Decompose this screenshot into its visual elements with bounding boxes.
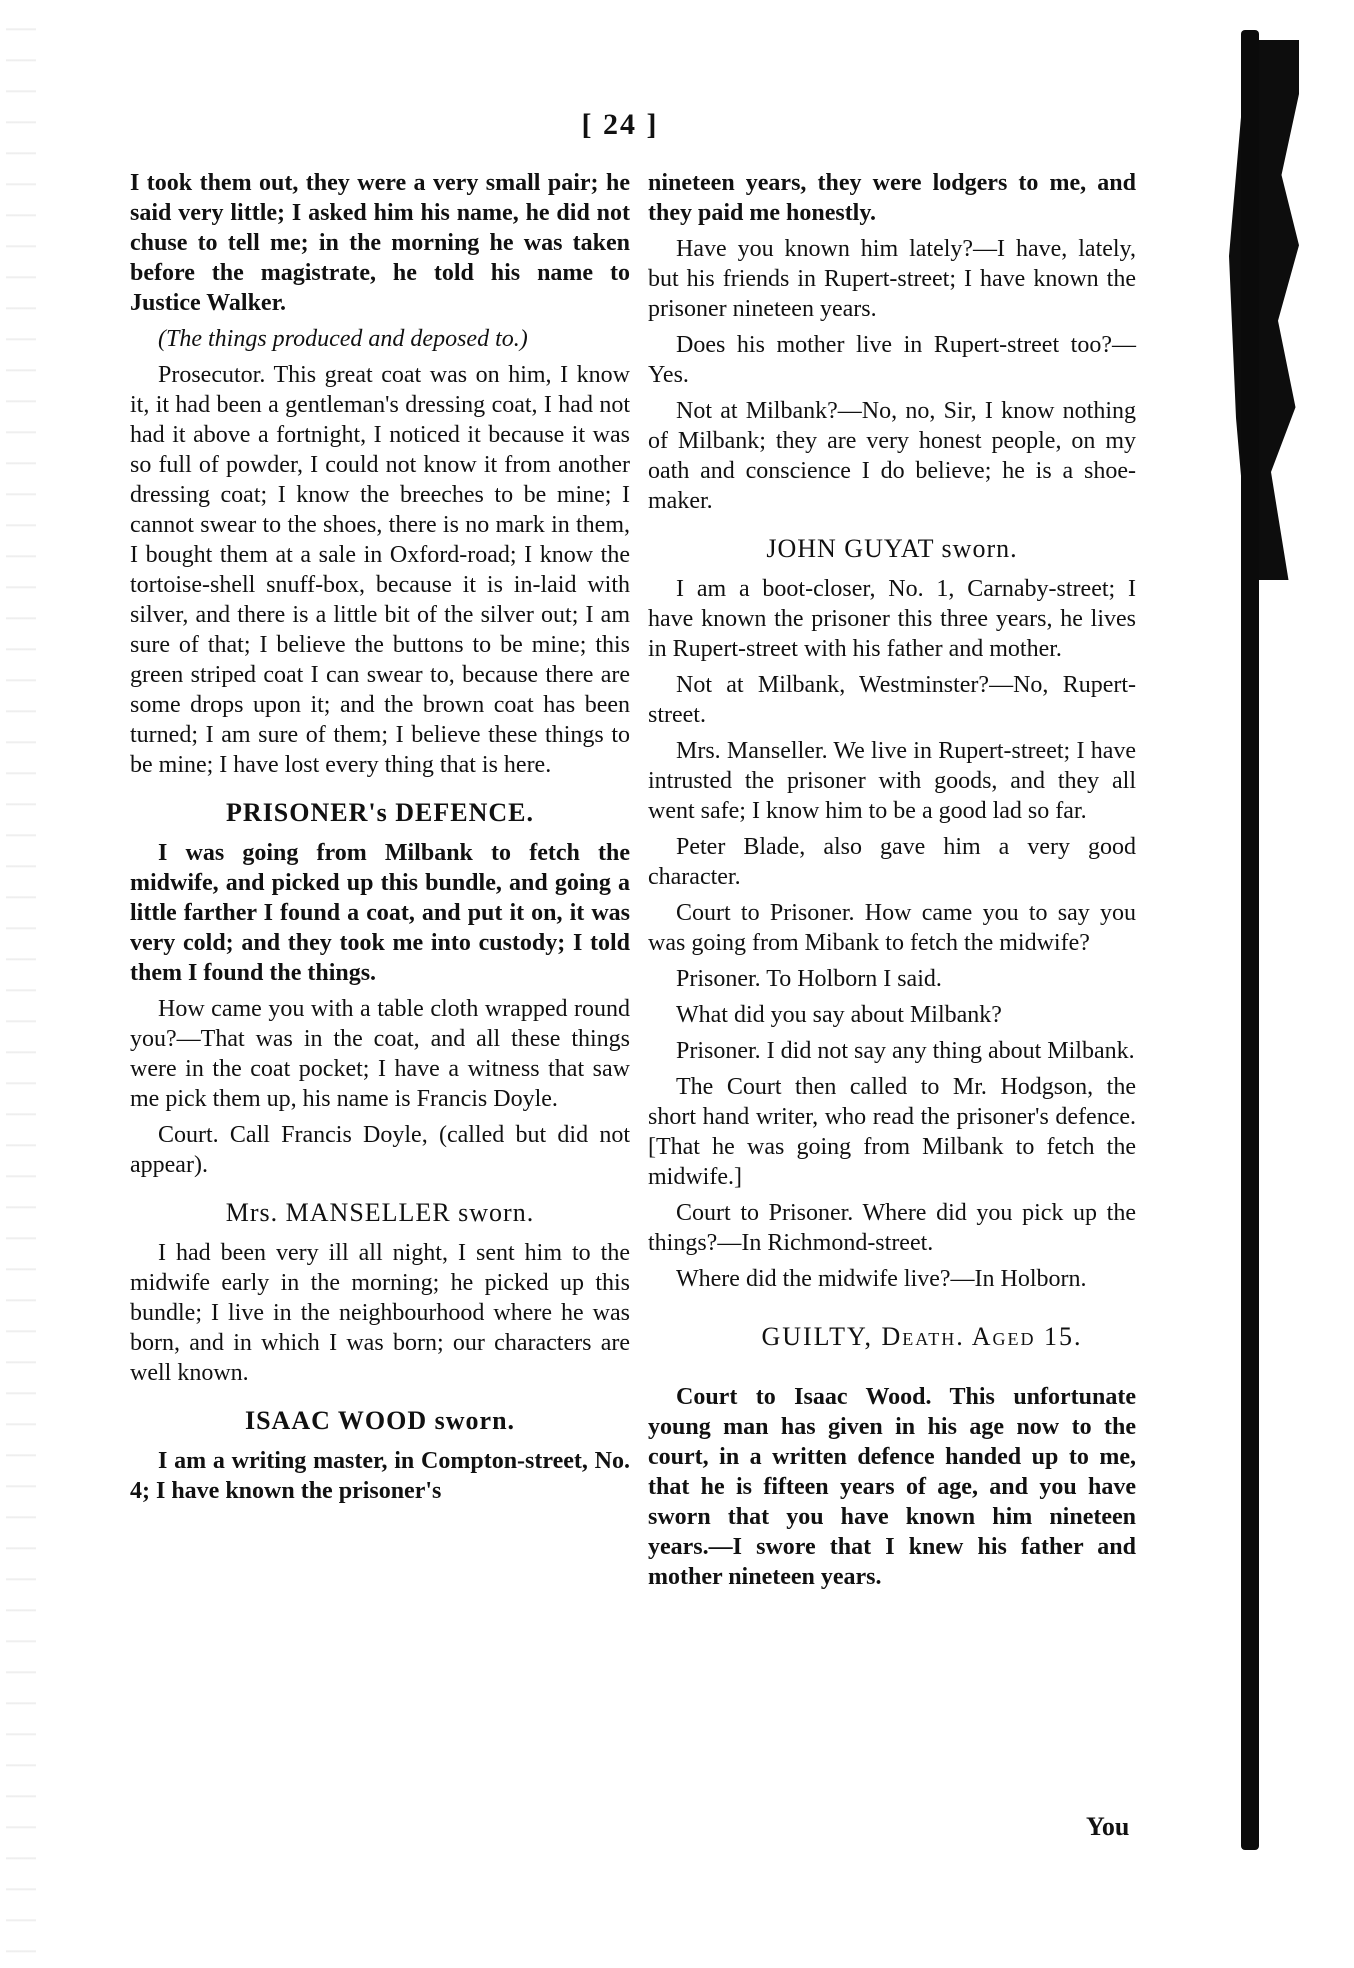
witness-heading: Mrs. MANSELLER sworn.: [225, 1198, 535, 1227]
catch-word: You: [1086, 1812, 1130, 1841]
paragraph: Not at Milbank?—No, no, Sir, I know nothing of Milbank; they are very honest people, on my oath and conscience I do believe; he is a shoe-maker.: [648, 398, 1136, 514]
paragraph: I took them out, they were a very small pair; he said very little; I asked him his name, he did not chuse to tell me; in the morning he was taken before the magistrate, he told his name to Justice Walker.: [130, 170, 630, 316]
right-column: [648, 168, 1136, 1598]
binding-shadow: [1229, 40, 1299, 580]
section-heading: PRISONER's DEFENCE.: [226, 798, 534, 827]
witness-heading: JOHN GUYAT sworn.: [766, 534, 1018, 563]
left-column: [130, 168, 630, 1512]
page-number: [ 24 ]: [581, 108, 659, 141]
paragraph: I had been very ill all night, I sent him to the midwife early in the morning; he picked up this bundle; I live in the neighbourhood where he was born, and in which I was born; our characters are well known.: [130, 1240, 630, 1386]
scan-edge-noise: [6, 0, 36, 1968]
paragraph: Not at Milbank, Westminster?—No, Rupert-street.: [648, 672, 1136, 728]
paragraph: Prisoner. I did not say any thing about Milbank.: [676, 1038, 1135, 1064]
paragraph: Court to Prisoner. How came you to say you was going from Mibank to fetch the midwife?: [648, 900, 1136, 956]
paragraph: nineteen years, they were lodgers to me, and they paid me honestly.: [648, 170, 1136, 226]
paragraph: The Court then called to Mr. Hodgson, the short hand writer, who read the prisoner's defence. [That he was going from Milbank to fetch the midwife.]: [648, 1074, 1136, 1190]
paragraph: Peter Blade, also gave him a very good character.: [648, 834, 1136, 890]
witness-heading: ISAAC WOOD sworn.: [244, 1406, 516, 1435]
paragraph: I am a writing master, in Compton-street, No. 4; I have known the prisoner's: [130, 1448, 630, 1504]
paragraph: Have you known him lately?—I have, lately, but his friends in Rupert-street; I have known the prisoner nineteen years.: [648, 236, 1136, 322]
paragraph: Does his mother live in Rupert-street too?—Yes.: [648, 332, 1136, 388]
paragraph: Prosecutor. This great coat was on him, I know it, it had been a gentleman's dressing coat, I had not had it above a fortnight, I noticed it because it was so full of powder, I could not know it from another dressing coat; I know the breeches to be mine; I cannot swear to the shoes, there is no mark in them, I bought them at a sale in Oxford-road; I know the tortoise-shell snuff-box, because it is in-laid with silver, and there is a little bit of the silver out; I am sure of that; I believe the buttons to be mine; this green striped coat I can swear to, because there are some drops upon it; and the brown coat has been turned; I am sure of them; I believe these things to be mine; I have lost every thing that is here.: [130, 362, 630, 778]
paragraph: Prisoner. To Holborn I said.: [676, 966, 942, 992]
paragraph: I am a boot-closer, No. 1, Carnaby-street; I have known the prisoner this three years, he lives in Rupert-street with his father and mother.: [648, 576, 1136, 662]
paragraph: Court. Call Francis Doyle, (called but did not appear).: [130, 1122, 630, 1178]
paragraph: (The things produced and deposed to.): [158, 326, 528, 352]
verdict-line: GUILTY, Death. Aged 15.: [761, 1322, 1083, 1351]
paragraph: How came you with a table cloth wrapped round you?—That was in the coat, and all these things were in the coat pocket; I have a witness that saw me pick them up, his name is Francis Doyle.: [130, 996, 630, 1112]
paragraph: Where did the midwife live?—In Holborn.: [676, 1266, 1087, 1292]
paragraph: Court to Isaac Wood. This unfortunate young man has given in his age now to the court, in a written defence handed up to me, that he is fifteen years of age, and you have sworn that you have known him nineteen years.—I swore that I knew his father and mother nineteen years.: [648, 1384, 1136, 1590]
paragraph: What did you say about Milbank?: [676, 1002, 1002, 1028]
paragraph: Court to Prisoner. Where did you pick up the things?—In Richmond-street.: [648, 1200, 1136, 1256]
paragraph: Mrs. Manseller. We live in Rupert-street; I have intrusted the prisoner with goods, and they all went safe; I know him to be a good lad so far.: [648, 738, 1136, 824]
paragraph: I was going from Milbank to fetch the midwife, and picked up this bundle, and going a little farther I found a coat, and put it on, it was very cold; and they took me into custody; I told them I found the things.: [130, 840, 630, 986]
book-spine-edge: [1241, 30, 1259, 1850]
